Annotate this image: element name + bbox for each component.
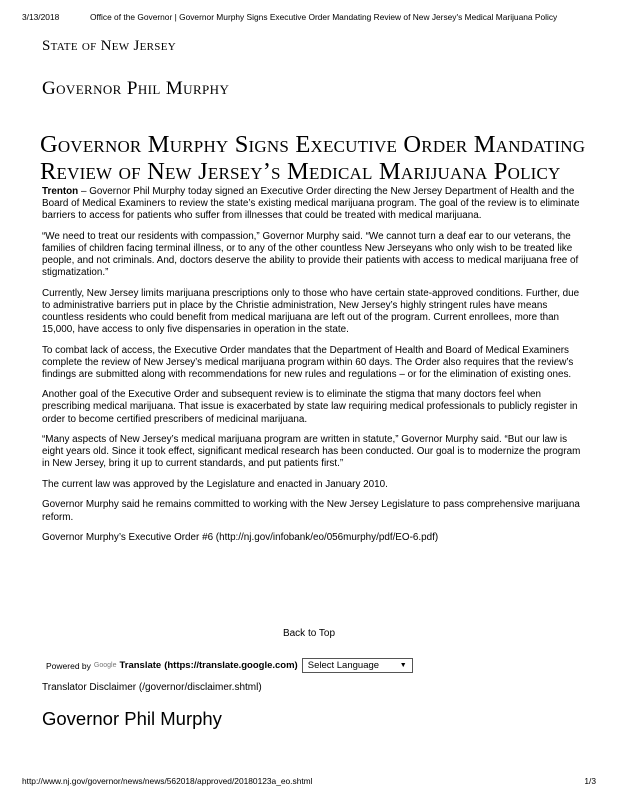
paragraph-3: Currently, New Jersey limits marijuana prescriptions only to those who have certain state-approved conditions. Further, due to administrative barriers put in place by the Christie administration, New Jersey’s highly stringent rules have means countless residents who could benefit from medical marijuana are left out of the program. Current enrollees, more than 15,000, have access to only five dispensaries in operation in the state.: [42, 287, 580, 335]
paragraph-7: The current law was approved by the Legislature and enacted in January 2010.: [42, 478, 388, 490]
governor-name-link[interactable]: Governor Phil Murphy: [42, 78, 230, 99]
paragraph-1: [42, 186, 590, 222]
paragraph-8: Governor Murphy said he remains committed to working with the New Jersey Legislature to pass comprehensive marijuana reform.: [42, 499, 580, 523]
print-title: Office of the Governor | Governor Murphy Signs Executive Order Mandating Review of New Jersey's Medical Marijuana Policy: [90, 12, 558, 22]
powered-by-label: Powered by: [46, 660, 91, 671]
translate-url[interactable]: (https://translate.google.com): [164, 660, 298, 671]
paragraph-5: Another goal of the Executive Order and subsequent review is to eliminate the stigma that many doctors feel when prescribing medical marijuana. That issue is exacerbated by state law requiring medical professionals to publicly register in order to become certified prescribers of medicinal marijuana.: [42, 389, 578, 425]
executive-order-link[interactable]: Governor Murphy’s Executive Order #6 (http://nj.gov/infobank/eo/056murphy/pdf/EO-6.pdf): [42, 532, 439, 544]
back-to-top-link[interactable]: Back to Top: [282, 628, 336, 639]
state-of-new-jersey-link[interactable]: State of New Jersey: [42, 38, 176, 54]
print-header: [22, 12, 596, 22]
paragraph-6: “Many aspects of New Jersey’s medical marijuana program are written in statute,” Governor Murphy said. “But our law is eight years old. Since it took effect, significant medical research has been conducted. Our goal is to modernize the program in New Jersey, bring it up to current standards, and put patients first.”: [42, 434, 581, 470]
language-select[interactable]: [302, 658, 413, 673]
article-headline: [40, 131, 600, 185]
translate-widget: [46, 658, 413, 673]
print-url: http://www.nj.gov/governor/news/news/562018/approved/20180123a_eo.shtml: [22, 776, 313, 786]
headline-line-2: Review of New Jersey’s Medical Marijuana Policy: [40, 158, 561, 185]
language-select-value: Select Language: [307, 660, 380, 671]
translate-label[interactable]: Translate: [119, 660, 162, 671]
paragraph-1-text: – Governor Phil Murphy today signed an Executive Order directing the New Jersey Department of Health and the Board of Medical Examiners to review the state’s existing medical marijuana program. The goal of the review is to eliminate barriers to access for patients who suffer from illnesses that could be treated with medical marijuana.: [42, 186, 580, 222]
chevron-down-icon: ▼: [399, 662, 407, 669]
page-number: 1/3: [584, 776, 596, 786]
footer-governor-name: Governor Phil Murphy: [42, 708, 222, 729]
paragraph-2: “We need to treat our residents with compassion,” Governor Murphy said. “We cannot turn a deaf ear to our veterans, the families of children facing terminal illness, or to any of the other countless New Jerseyans who only wish to be treated like people, and not criminals. And, doctors deserve the ability to provide their patients with access to medical marijuana free of stigmatization.”: [42, 230, 579, 279]
dateline: Trenton: [42, 186, 79, 197]
headline-line-1: Governor Murphy Signs Executive Order Mandating: [40, 131, 586, 158]
paragraph-4: To combat lack of access, the Executive Order mandates that the Department of Health and Board of Medical Examiners complete the review of New Jersey’s medical marijuana program within 60 days. The Order also requires that the review’s findings are submitted along with recommendations for new rules and regulations – or for the elimination of existing ones.: [42, 344, 574, 380]
article-body: [42, 186, 590, 544]
translator-disclaimer-link[interactable]: Translator Disclaimer (/governor/disclaimer.shtml): [42, 682, 262, 693]
print-footer: [22, 776, 596, 786]
print-date: 3/13/2018: [22, 12, 60, 22]
google-logo: Google: [93, 662, 117, 669]
